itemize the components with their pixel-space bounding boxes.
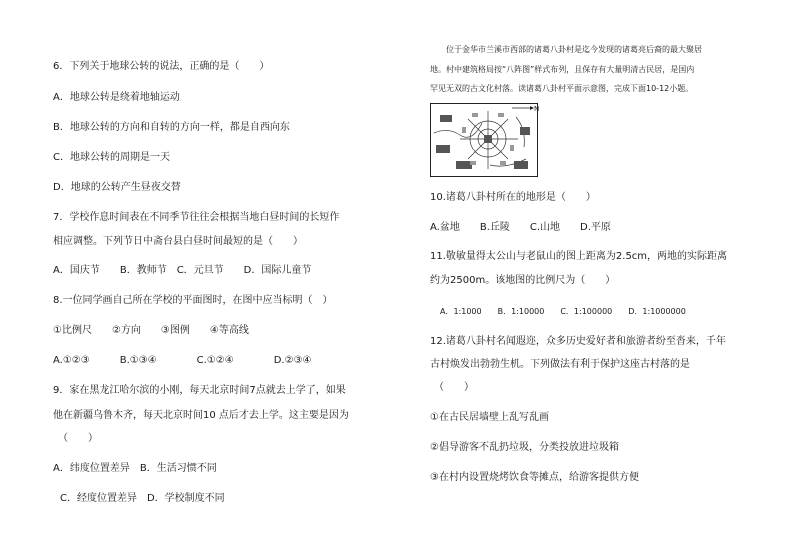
- q12-line3: （ ）: [434, 382, 474, 393]
- q12-line1: 12.诸葛八卦村名闻遐迩，众多历史爱好者和旅游者纷至沓来，千年: [430, 336, 726, 347]
- intro-line2: 地。村中建筑格局按“八阵图”样式布列，且保存有大量明清古民居，是国内: [430, 65, 695, 74]
- q8-stem: 8.一位同学画自己所在学校的平面图时，在图中应当标明（ ）: [53, 295, 333, 306]
- q11-options: A．1:1000 B．1:10000 C．1:100000 D．1:1000000: [440, 307, 686, 316]
- q6-option-a: A．地球公转是绕着地轴运动: [53, 92, 180, 103]
- q7-line1: 7．学校作息时间表在不同季节往往会根据当地白昼时间的长短作: [53, 212, 340, 223]
- q10-options: A.盆地 B.丘陵 C.山地 D.平原: [430, 222, 611, 233]
- q9-line3: （ ）: [58, 433, 98, 444]
- village-plan-map: [430, 103, 538, 177]
- village-map-drawing: [430, 103, 538, 177]
- q9-line1: 9．家在黑龙江哈尔滨的小刚，每天北京时间7点就去上学了，如果: [53, 385, 346, 396]
- q7-options: A．国庆节 B．教师节 C．元旦节 D．国际儿童节: [53, 265, 312, 276]
- q8-items: ①比例尺 ②方向 ③图例 ④等高线: [53, 325, 249, 336]
- q9-line2: 他在新疆乌鲁木齐，每天北京时间10 点后才去上学。这主要是因为: [53, 410, 349, 421]
- q6-option-b: B．地球公转的方向和自转的方向一样，都是自西向东: [53, 122, 290, 133]
- q12-item1: ①在古民居墙壁上乱写乱画: [430, 412, 549, 423]
- q12-item3: ③在村内设置烧烤饮食等摊点，给游客提供方便: [430, 472, 639, 483]
- q11-line1: 11.敬敏量得太公山与老鼠山的图上距离为2.5cm，两地的实际距离: [430, 251, 728, 262]
- q12-item2: ②倡导游客不乱扔垃圾，分类投放进垃圾箱: [430, 442, 619, 453]
- q6-option-d: D．地球的公转产生昼夜交替: [53, 182, 181, 193]
- north-label: N: [534, 105, 540, 113]
- intro-line3: 罕见无双的古文化村落。读诸葛八卦村平面示意图，完成下面10-12小题。: [430, 84, 694, 93]
- q9-options-1: A．纬度位置差异 B．生活习惯不同: [53, 463, 217, 474]
- q10-stem: 10.诸葛八卦村所在的地形是（ ）: [430, 192, 596, 203]
- q7-line2: 相应调整。下列节日中斋台县白昼时间最短的是（ ）: [53, 236, 303, 247]
- q12-line2: 古村焕发出勃勃生机。下列做法有利于保护这座古村落的是: [430, 359, 690, 370]
- q9-options-2: C．经度位置差异 D．学校制度不同: [60, 493, 225, 504]
- q8-options: A.①②③ B.①③④ C.①②④ D.②③④: [53, 355, 312, 366]
- q6-option-c: C．地球公转的周期是一天: [53, 152, 170, 163]
- intro-line1: 位于金华市兰溪市西部的诸葛八卦村是迄今发现的诸葛亮后裔的最大聚居: [446, 45, 702, 54]
- q6-stem: 6．下列关于地球公转的说法，正确的是（ ）: [53, 61, 270, 72]
- q11-line2: 约为2500m。该地图的比例尺为（ ）: [430, 275, 616, 286]
